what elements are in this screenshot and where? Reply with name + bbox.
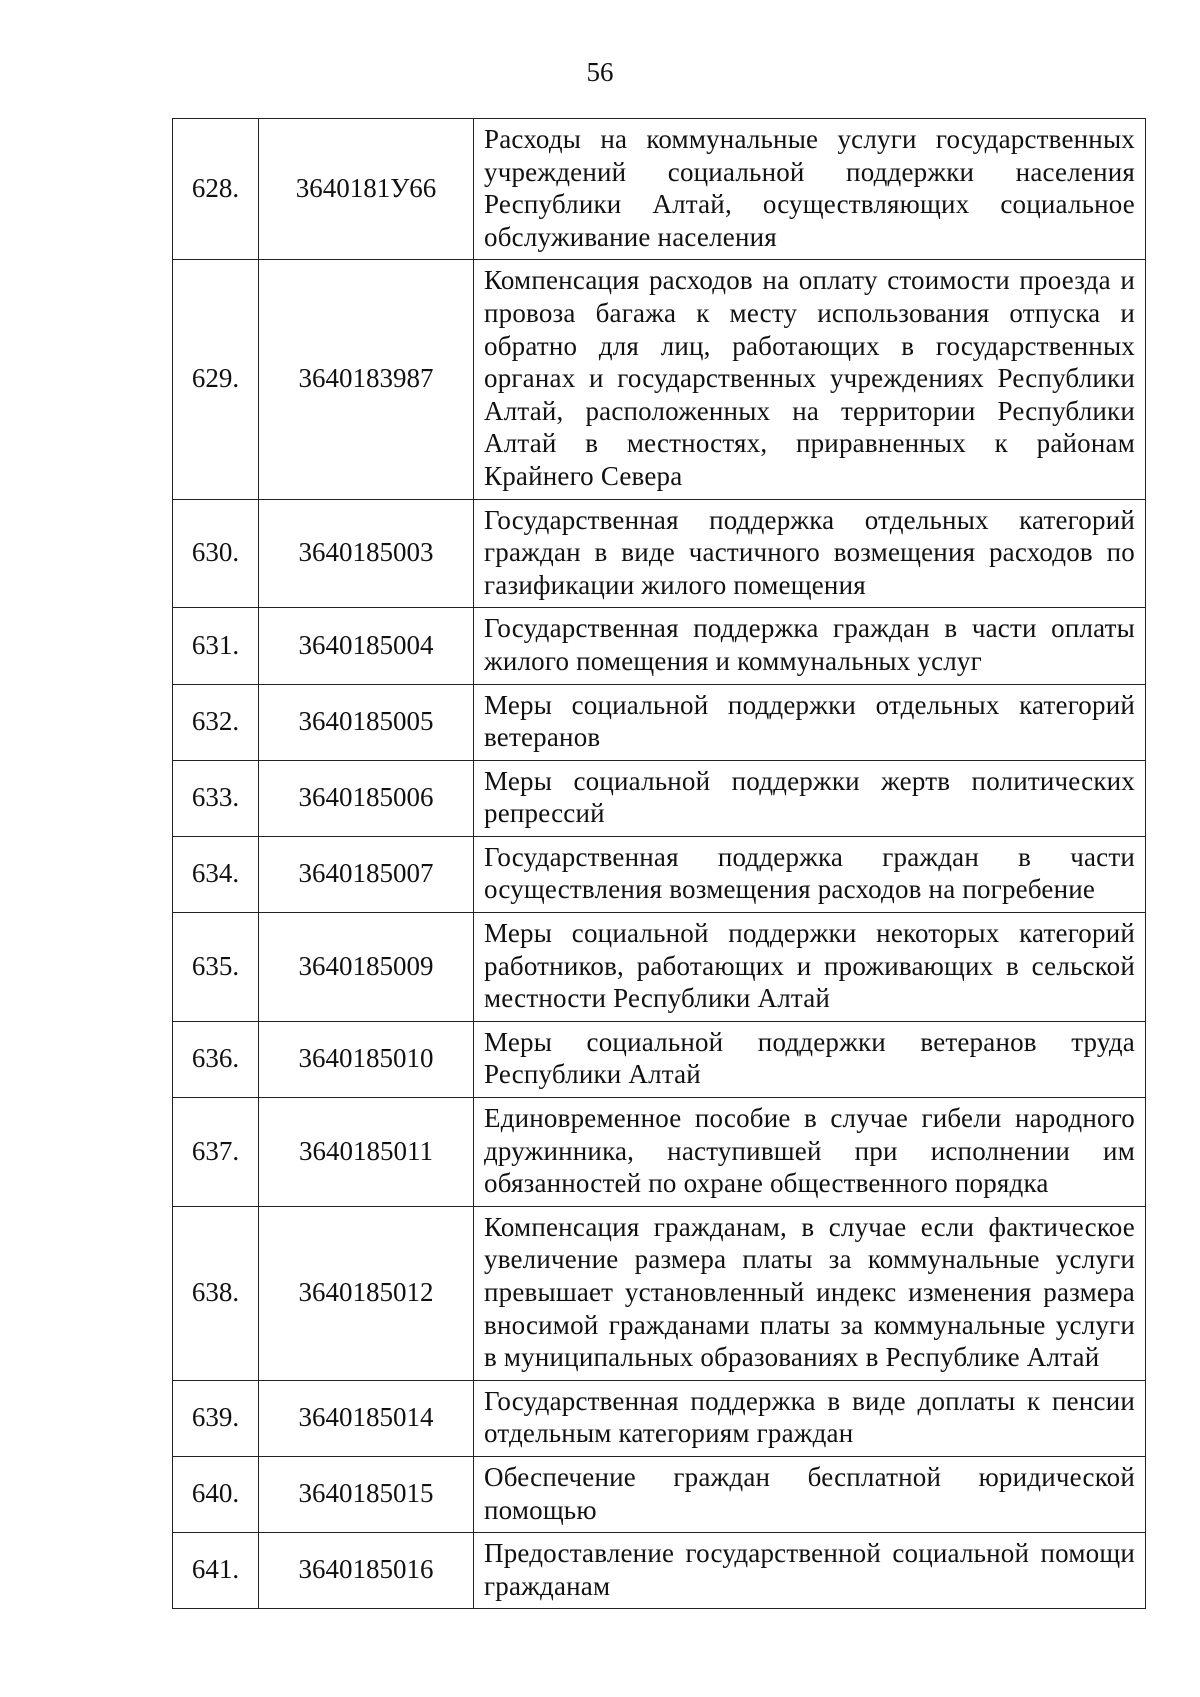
row-number: 637. [173,1098,259,1207]
table-row [173,1533,1146,1609]
row-number: 628. [173,119,259,260]
row-code: 3640185004 [259,608,474,684]
page-number: 56 [586,57,614,87]
row-description: Расходы на коммунальные услуги государственных учреждений социальной поддержки населения Республики Алтай, осуществляющих социальное обслуживание населения [474,119,1146,260]
row-code: 3640185010 [259,1021,474,1097]
row-description: Меры социальной поддержки отдельных категорий ветеранов [474,684,1146,760]
row-number: 636. [173,1021,259,1097]
table-row [173,836,1146,912]
table-body [173,119,1146,1609]
row-code: 3640185003 [259,499,474,608]
table-row [173,608,1146,684]
row-number: 630. [173,499,259,608]
row-number: 635. [173,913,259,1022]
row-number: 634. [173,836,259,912]
row-description: Обеспечение граждан бесплатной юридической помощью [474,1456,1146,1532]
table-row [173,260,1146,499]
row-code: 3640185005 [259,684,474,760]
row-number: 633. [173,760,259,836]
row-description: Государственная поддержка в виде доплаты к пенсии отдельным категориям граждан [474,1380,1146,1456]
table-row [173,684,1146,760]
row-description: Государственная поддержка граждан в части оплаты жилого помещения и коммунальных услуг [474,608,1146,684]
row-code: 3640185015 [259,1456,474,1532]
row-number: 639. [173,1380,259,1456]
row-description: Меры социальной поддержки некоторых категорий работников, работающих и проживающих в сельской местности Республики Алтай [474,913,1146,1022]
table-row [173,1456,1146,1532]
row-description: Единовременное пособие в случае гибели народного дружинника, наступившей при исполнении им обязанностей по охране общественного порядка [474,1098,1146,1207]
table-row [173,913,1146,1022]
row-description: Компенсация расходов на оплату стоимости проезда и провоза багажа к месту использования отпуска и обратно для лиц, работающих в государственных органах и государственных учреждениях Республики Алтай, расположенных на территории Республики Алтай в местностях, приравненных к районам Крайнего Севера [474,260,1146,499]
row-number: 641. [173,1533,259,1609]
row-code: 3640185014 [259,1380,474,1456]
table-row [173,119,1146,260]
row-description: Меры социальной поддержки жертв политических репрессий [474,760,1146,836]
row-code: 3640185011 [259,1098,474,1207]
row-description: Предоставление государственной социальной помощи гражданам [474,1533,1146,1609]
row-code: 3640185007 [259,836,474,912]
table-row [173,1206,1146,1380]
classification-table [172,118,1146,1609]
row-code: 3640185012 [259,1206,474,1380]
row-number: 632. [173,684,259,760]
row-code: 3640185016 [259,1533,474,1609]
row-description: Государственная поддержка отдельных категорий граждан в виде частичного возмещения расходов по газификации жилого помещения [474,499,1146,608]
row-number: 631. [173,608,259,684]
table-row [173,760,1146,836]
row-number: 640. [173,1456,259,1532]
row-code: 3640185009 [259,913,474,1022]
row-code: 3640183987 [259,260,474,499]
table-row [173,499,1146,608]
row-code: 3640185006 [259,760,474,836]
row-number: 629. [173,260,259,499]
row-description: Меры социальной поддержки ветеранов труда Республики Алтай [474,1021,1146,1097]
row-code: 3640181У66 [259,119,474,260]
row-description: Государственная поддержка граждан в части осуществления возмещения расходов на погребение [474,836,1146,912]
table-row [173,1380,1146,1456]
row-description: Компенсация гражданам, в случае если фактическое увеличение размера платы за коммунальные услуги превышает установленный индекс изменения размера вносимой гражданами платы за коммунальные услуги в муниципальных образованиях в Республике Алтай [474,1206,1146,1380]
row-number: 638. [173,1206,259,1380]
table-row [173,1098,1146,1207]
table-row [173,1021,1146,1097]
